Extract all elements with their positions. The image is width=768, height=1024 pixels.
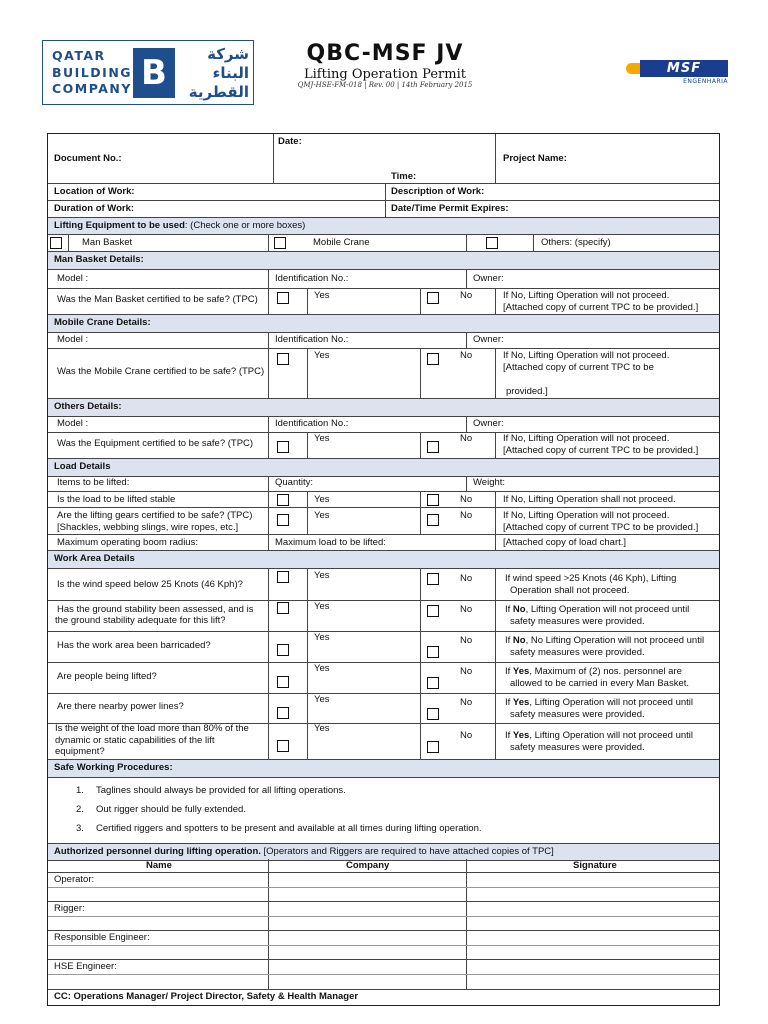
gears-yes-label: Yes	[314, 510, 330, 521]
procedure-num-1: 1.	[76, 785, 84, 796]
expires-label: Date/Time Permit Expires:	[391, 203, 509, 214]
mobile-crane-heading: Mobile Crane Details:	[54, 317, 151, 328]
ground-no-checkbox[interactable]	[427, 605, 439, 617]
mobile-crane-section-header	[48, 314, 719, 333]
quantity-label: Quantity:	[275, 477, 314, 488]
barricade-no-checkbox[interactable]	[427, 646, 439, 658]
weight-question-3: equipment?	[55, 746, 105, 757]
mb-yes-checkbox[interactable]	[277, 292, 289, 304]
barricade-note-1: If No, No Lifting Operation will not proceed until	[505, 635, 705, 646]
power-lines-no-checkbox[interactable]	[427, 708, 439, 720]
load-stable-yes-checkbox[interactable]	[277, 494, 289, 506]
ot-model-label: Model :	[57, 418, 89, 429]
mc-ident-label: Identification No.:	[275, 334, 349, 345]
man-basket-option: Man Basket	[82, 237, 133, 248]
ot-note-1: If No, Lifting Operation will not proceed.	[503, 433, 670, 444]
ground-question-1: Has the ground stability been assessed, and is	[57, 604, 254, 615]
weight-note-1: If Yes, Lifting Operation will not proceed until	[505, 730, 694, 741]
msf-logo	[626, 60, 728, 88]
mc-owner-label: Owner:	[473, 334, 504, 345]
procedure-text-1: Taglines should always be provided for all lifting operations.	[96, 785, 346, 796]
load-chart-label: [Attached copy of load chart.]	[503, 537, 627, 548]
wind-yes-label: Yes	[314, 570, 330, 581]
cc-line: CC: Operations Manager/ Project Director, Safety & Health Manager	[54, 991, 359, 1002]
equipment-heading: Lifting Equipment to be used	[54, 220, 185, 231]
people-note-1: If Yes, Maximum of (2) nos. personnel are	[505, 666, 682, 677]
personnel-section-header	[48, 843, 719, 861]
msf-brand: MSF	[640, 60, 728, 77]
wind-yes-checkbox[interactable]	[277, 571, 289, 583]
logo-arabic-text	[177, 45, 249, 102]
mb-note-2: [Attached copy of current TPC to be provided.]	[503, 302, 699, 313]
mc-yes-checkbox[interactable]	[277, 353, 289, 365]
ot-note-2: [Attached copy of current TPC to be provided.]	[503, 445, 699, 456]
gears-question-1: Are the lifting gears certified to be safe? (TPC)	[57, 510, 253, 521]
rigger-label: Rigger:	[54, 903, 85, 914]
logo-ar-line-2: البناء	[212, 64, 249, 82]
ground-yes-checkbox[interactable]	[277, 602, 289, 614]
others-checkbox[interactable]	[486, 237, 498, 249]
ot-question: Was the Equipment certified to be safe? (TPC)	[57, 438, 254, 449]
people-no-label: No	[460, 666, 473, 677]
gears-note-1: If No, Lifting Operation will not proceed.	[503, 510, 670, 521]
work-area-heading: Work Area Details	[54, 553, 135, 564]
procedures-section-header	[48, 759, 719, 778]
power-lines-yes-checkbox[interactable]	[277, 707, 289, 719]
ground-question-2: the ground stability adequate for this lift?	[55, 615, 226, 626]
responsible-engineer-label: Responsible Engineer:	[54, 932, 150, 943]
document-subtitle: Lifting Operation Permit	[304, 67, 466, 82]
ot-yes-checkbox[interactable]	[277, 441, 289, 453]
permit-form	[47, 133, 720, 1006]
logo-line-3: COMPANY	[52, 81, 132, 96]
ground-yes-label: Yes	[314, 601, 330, 612]
power-lines-no-label: No	[460, 697, 473, 708]
barricade-note-2: safety measures were provided.	[510, 647, 645, 658]
mc-question: Was the Mobile Crane certified to be safe? (TPC)	[57, 366, 265, 377]
barricade-yes-label: Yes	[314, 632, 330, 643]
gears-note-2: [Attached copy of current TPC to be provided.]	[503, 522, 699, 533]
gears-yes-checkbox[interactable]	[277, 514, 289, 526]
weight-yes-label: Yes	[314, 723, 330, 734]
barricade-yes-checkbox[interactable]	[277, 644, 289, 656]
logo-ar-line-1: شركة	[207, 45, 249, 63]
gears-question-2: [Shackles, webbing slings, wire ropes, etc.]	[57, 522, 239, 533]
procedure-num-2: 2.	[76, 804, 84, 815]
people-yes-checkbox[interactable]	[277, 676, 289, 688]
barricade-no-label: No	[460, 635, 473, 646]
ot-owner-label: Owner:	[473, 418, 504, 429]
procedures-heading: Safe Working Procedures:	[54, 762, 173, 773]
load-stable-note: If No, Lifting Operation shall not proceed.	[503, 494, 676, 505]
msf-subtitle: ENGENHARIA	[683, 78, 728, 85]
load-section-header	[48, 458, 719, 477]
items-label: Items to be lifted:	[57, 477, 130, 488]
duration-label: Duration of Work:	[54, 203, 135, 214]
operator-label: Operator:	[54, 874, 95, 885]
work-area-section-header	[48, 550, 719, 569]
weight-question-2: dynamic or static capabilities of the lift	[55, 735, 215, 746]
document-reference: QMJ-HSE-FM-018 | Rev. 00 | 14th February 2015	[297, 81, 473, 89]
mc-note-2: [Attached copy of current TPC to be	[503, 362, 654, 373]
project-name-label: Project Name:	[503, 153, 567, 164]
man-basket-section-header	[48, 251, 719, 270]
mc-model-label: Model :	[57, 334, 89, 345]
time-label: Time:	[391, 171, 417, 182]
mb-yes-label: Yes	[314, 290, 330, 301]
wind-no-label: No	[460, 573, 473, 584]
description-label: Description of Work:	[391, 186, 485, 197]
power-lines-note-1: If Yes, Lifting Operation will not proceed until	[505, 697, 694, 708]
mobile-crane-option: Mobile Crane	[313, 237, 370, 248]
power-lines-yes-label: Yes	[314, 694, 330, 705]
personnel-heading-note: [Operators and Riggers are required to have attached copies of TPC]	[260, 846, 554, 857]
weight-yes-checkbox[interactable]	[277, 740, 289, 752]
logo-line-1: QATAR	[52, 48, 106, 63]
date-label: Date:	[278, 136, 302, 147]
logo-english-text	[52, 48, 132, 98]
power-lines-note-2: safety measures were provided.	[510, 709, 645, 720]
man-basket-heading: Man Basket Details:	[54, 254, 144, 265]
load-heading: Load Details	[54, 461, 111, 472]
gears-no-checkbox[interactable]	[427, 514, 439, 526]
man-basket-checkbox[interactable]	[50, 237, 62, 249]
load-stable-yes-label: Yes	[314, 494, 330, 505]
people-question: Are people being lifted?	[57, 671, 157, 682]
mb-question: Was the Man Basket certified to be safe? (TPC)	[57, 294, 258, 305]
personnel-heading: Authorized personnel during lifting operation.	[54, 846, 261, 857]
mc-no-checkbox[interactable]	[427, 353, 439, 365]
load-stable-no-label: No	[460, 494, 473, 505]
mc-note-1: If No, Lifting Operation will not proceed.	[503, 350, 670, 361]
procedure-text-3: Certified riggers and spotters to be present and available at all times during lifting operation.	[96, 823, 482, 834]
load-stable-question: Is the load to be lifted stable	[57, 494, 176, 505]
ground-note-2: safety measures were provided.	[510, 616, 645, 627]
power-lines-question: Are there nearby power lines?	[57, 701, 184, 712]
hse-engineer-label: HSE Engineer:	[54, 961, 117, 972]
document-no-label: Document No.:	[54, 153, 122, 164]
qbc-logo	[42, 40, 254, 105]
max-load-label: Maximum load to be lifted:	[275, 537, 386, 548]
logo-mark-icon: B	[133, 48, 175, 98]
people-yes-label: Yes	[314, 663, 330, 674]
mb-no-label: No	[460, 290, 473, 301]
wind-no-checkbox[interactable]	[427, 573, 439, 585]
weight-question-1: Is the weight of the load more than 80% of the	[55, 723, 249, 734]
wind-note-2: Operation shall not proceed.	[510, 585, 630, 596]
wind-question: Is the wind speed below 25 Knots (46 Kph)?	[57, 579, 243, 590]
boom-radius-label: Maximum operating boom radius:	[57, 537, 198, 548]
others-heading: Others Details:	[54, 401, 122, 412]
weight-label: Weight:	[473, 477, 506, 488]
mb-model-label: Model :	[57, 273, 89, 284]
equipment-section-header	[48, 217, 719, 235]
procedure-num-3: 3.	[76, 823, 84, 834]
barricade-question: Has the work area been barricaded?	[57, 640, 211, 651]
weight-no-label: No	[460, 730, 473, 741]
logo-ar-line-3: القطرية	[188, 83, 249, 101]
ground-note-1: If No, Lifting Operation will not proceed until	[505, 604, 690, 615]
col-company-header: Company	[346, 860, 390, 871]
mb-owner-label: Owner:	[473, 273, 504, 284]
ot-ident-label: Identification No.:	[275, 418, 349, 429]
ground-no-label: No	[460, 604, 473, 615]
ot-no-label: No	[460, 433, 473, 444]
ot-yes-label: Yes	[314, 433, 330, 444]
people-no-checkbox[interactable]	[427, 677, 439, 689]
equipment-heading-note: : (Check one or more boxes)	[184, 220, 306, 231]
mc-note-3: provided.]	[506, 386, 548, 397]
mb-ident-label: Identification No.:	[275, 273, 349, 284]
ot-no-checkbox[interactable]	[427, 441, 439, 453]
document-title: QBC-MSF JV	[306, 41, 464, 66]
location-label: Location of Work:	[54, 186, 135, 197]
weight-no-checkbox[interactable]	[427, 741, 439, 753]
logo-line-2: BUILDING	[52, 64, 133, 80]
gears-no-label: No	[460, 510, 473, 521]
people-note-2: allowed to be carried in every Man Basket.	[510, 678, 690, 689]
col-name-header: Name	[146, 860, 172, 871]
others-option: Others: (specify)	[541, 237, 611, 248]
mobile-crane-checkbox[interactable]	[274, 237, 286, 249]
mc-no-label: No	[460, 350, 473, 361]
weight-note-2: safety measures were provided.	[510, 742, 645, 753]
mb-no-checkbox[interactable]	[427, 292, 439, 304]
col-signature-header: Signature	[573, 860, 617, 871]
load-stable-no-checkbox[interactable]	[427, 494, 439, 506]
procedure-text-2: Out rigger should be fully extended.	[96, 804, 246, 815]
mb-note-1: If No, Lifting Operation will not proceed.	[503, 290, 670, 301]
wind-note-1: If wind speed >25 Knots (46 Kph), Lifting	[505, 573, 677, 584]
mc-yes-label: Yes	[314, 350, 330, 361]
others-section-header	[48, 398, 719, 417]
